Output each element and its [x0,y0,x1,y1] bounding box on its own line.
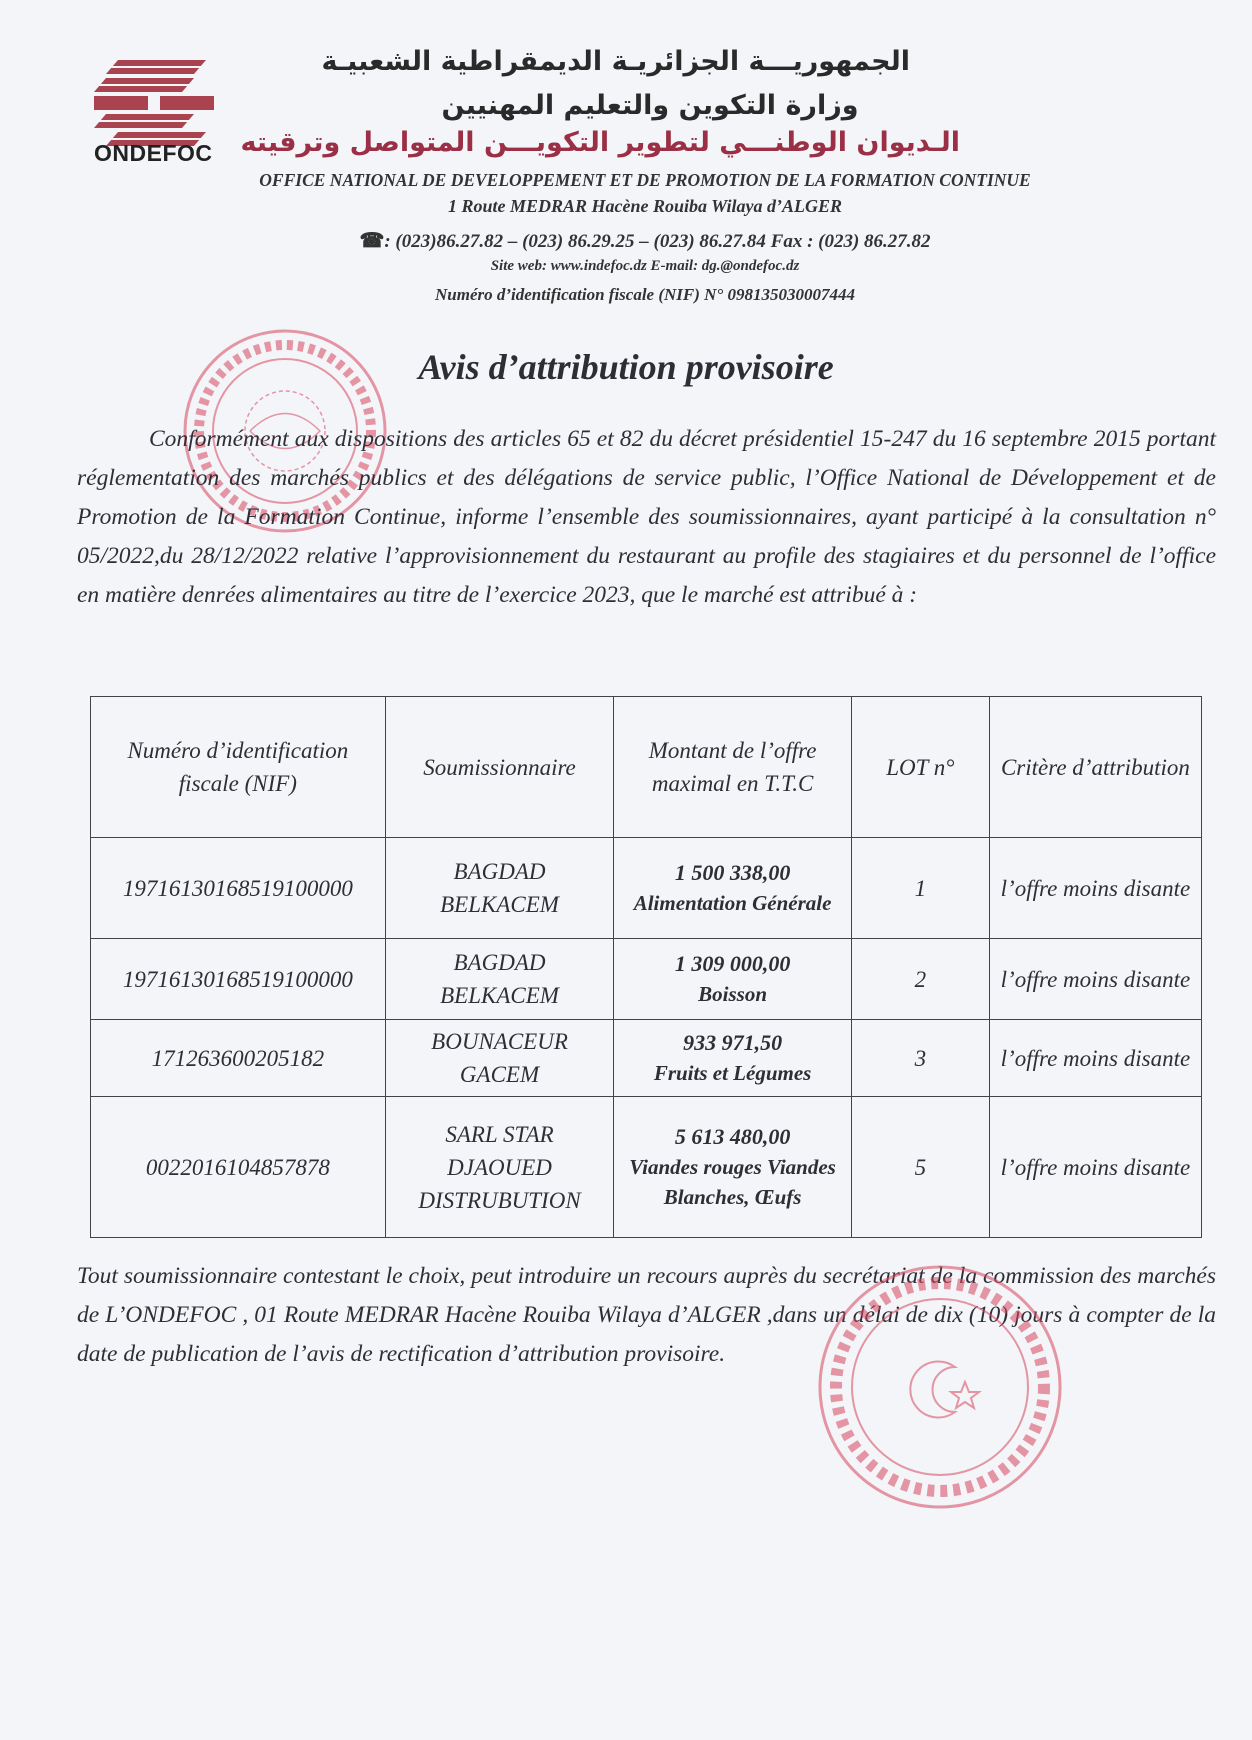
header-criterion: Critère d’attribution [989,697,1201,838]
amount-value: 933 971,50 [683,1030,783,1055]
cell-nif: 19716130168519100000 [91,838,386,939]
document-title: Avis d’attribution provisoire [418,347,834,387]
lot-description: Viandes rouges Viandes Blanches, Œufs [629,1155,836,1209]
cell-amount [614,939,852,1020]
cell-lot: 3 [851,1020,989,1097]
attribution-table [90,696,1202,1238]
official-stamp-bottom [815,1262,1065,1512]
lot-description: Fruits et Légumes [653,1061,812,1085]
header-lot: LOT n° [851,697,989,838]
office-address: 1 Route MEDRAR Hacène Rouiba Wilaya d’ALGER [447,196,843,216]
lot-description: Alimentation Générale [633,891,832,915]
cell-lot: 5 [851,1097,989,1238]
amount-value: 1 500 338,00 [674,860,791,885]
cell-criterion: l’offre moins disante [989,838,1201,939]
web-email: Site web: www.indefoc.dz E-mail: dg.@ondefoc.dz [490,258,800,274]
table-row [91,1097,1202,1238]
arabic-republic-name: الجمهوريـــة الجزائريـة الديمقراطية الشعبيـة [321,46,910,77]
contact-phones [180,228,1110,253]
office-nif: Numéro d’identification fiscale (NIF) N° 098135030007444 [435,285,855,304]
table-row [91,838,1202,939]
lot-description: Boisson [698,982,768,1006]
header-bidder: Soumissionnaire [385,697,614,838]
intro-paragraph [77,420,1216,615]
header-amount: Montant de l’offre maximal en T.T.C [614,697,852,838]
header-nif: Numéro d’identification fiscale (NIF) [91,697,386,838]
cell-amount [614,1020,852,1097]
cell-amount [614,1097,852,1238]
cell-lot: 2 [851,939,989,1020]
logo-text: ONDEFOC [94,140,213,166]
phone-icon: ☎ [359,230,385,252]
closing-paragraph: Tout soumissionnaire contestant le choix, peut introduire un recours auprès du secrétariat de la commission des marchés de L’ONDEFOC , 01 Route MEDRAR Hacène Rouiba Wilaya d’ALGER ,dans un délai de dix (10) jours à compter de la date de publication de l’avis de rectification d’attribution provisoire. [77,1263,1216,1367]
cell-bidder: BOUNACEUR GACEM [385,1020,614,1097]
office-name: OFFICE NATIONAL DE DEVELOPPEMENT ET DE PROMOTION DE LA FORMATION CONTINUE [259,170,1031,190]
cell-bidder: SARL STAR DJAOUED DISTRUBUTION [385,1097,614,1238]
cell-criterion: l’offre moins disante [989,1020,1201,1097]
intro-text: Conformément aux dispositions des articles 65 et 82 du décret présidentiel 15-247 du 16 septembre 2015 portant réglementation des marchés publics et des délégations de service public, l’Office National de Développement et de Promotion de la Formation Continue, informe l’ensemble des soumissionnaires, ayant participé à la consultation n° 05/2022,du 28/12/2022 relative l’approvisionnement du restaurant au profile des stagiaires et du personnel de l’office en matière denrées alimentaires au titre de l’exercice 2023, que le marché est attribué à : [77,426,1216,608]
amount-value: 5 613 480,00 [674,1124,791,1149]
arabic-office-name: الـديوان الوطنـــي لتطوير التكويـــن المتواصل وترقيته [240,127,960,158]
phone-numbers: : (023)86.27.82 – (023) 86.29.25 – (023) 86.27.84 Fax : (023) 86.27.82 [384,231,931,252]
table-header-row [91,697,1202,838]
cell-amount [614,838,852,939]
cell-bidder: BAGDAD BELKACEM [385,838,614,939]
table-row [91,939,1202,1020]
cell-nif: 19716130168519100000 [91,939,386,1020]
cell-nif: 171263600205182 [91,1020,386,1097]
cell-bidder: BAGDAD BELKACEM [385,939,614,1020]
amount-value: 1 309 000,00 [674,951,791,976]
cell-lot: 1 [851,838,989,939]
cell-criterion: l’offre moins disante [989,939,1201,1020]
arabic-ministry-name: وزارة التكوين والتعليم المهنيين [441,90,859,121]
table-row [91,1020,1202,1097]
cell-criterion: l’offre moins disante [989,1097,1201,1238]
cell-nif: 0022016104857878 [91,1097,386,1238]
